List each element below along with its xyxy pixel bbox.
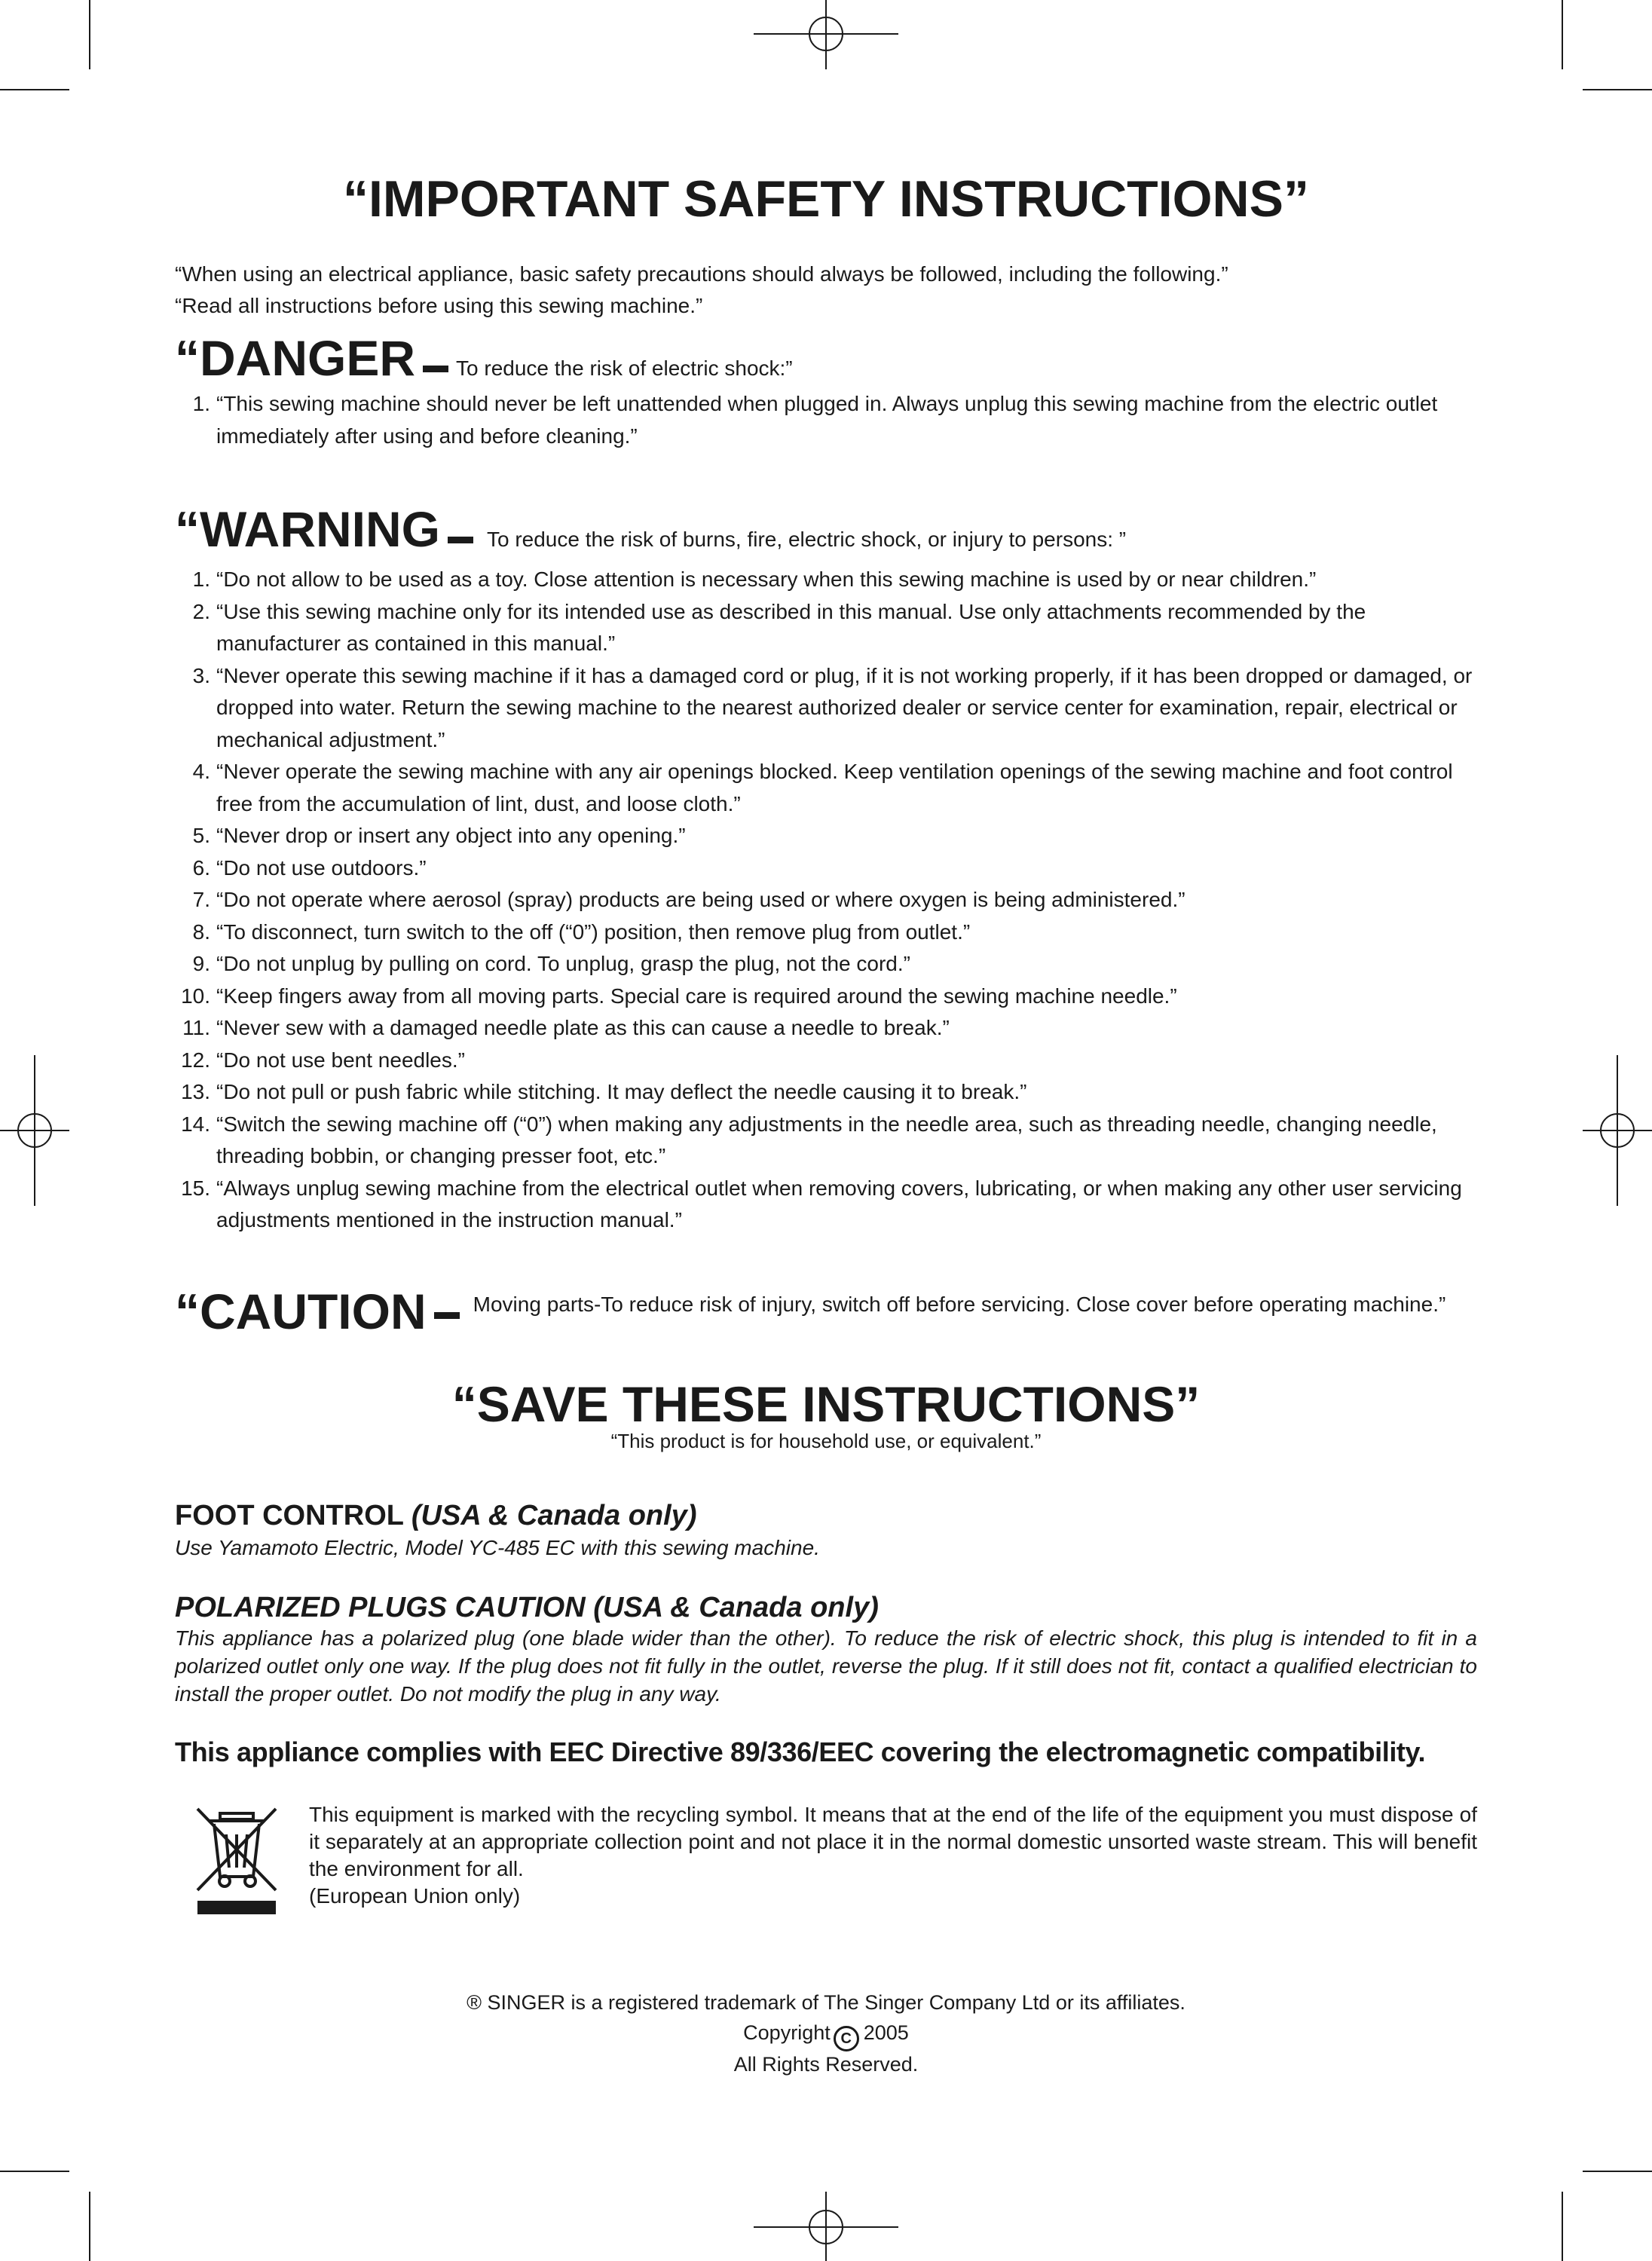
warning-heading-row (175, 500, 1477, 558)
weee-recycling-icon (175, 1801, 309, 1922)
foot-control-section (175, 1500, 1477, 1562)
caution-section (175, 1283, 1477, 1339)
list-item: 9. “Do not unplug by pulling on cord. To unplug, grasp the plug, not the cord.” (192, 952, 910, 975)
list-item: 1. “This sewing machine should never be left unattended when plugged in. Always unplug this sewing machine from the electric outlet immediately after using and before cleaning.” (192, 392, 1438, 448)
list-item: 12. “Do not use bent needles.” (181, 1048, 465, 1072)
caution-text: Moving parts-To reduce risk of injury, switch off before servicing. Close cover before operating machine.” (473, 1292, 1446, 1316)
list-item: 13. “Do not pull or push fabric while stitching. It may deflect the needle causing it to break.” (181, 1080, 1027, 1103)
list-item: 7. “Do not operate where aerosol (spray) products are being used or where oxygen is being administered.” (192, 888, 1185, 911)
copyright-line: Copyright C 2005 (175, 2020, 1477, 2051)
save-subtitle: “This product is for household use, or equivalent.” (610, 1429, 1042, 1452)
recycling-text-block (309, 1801, 1477, 1910)
heading-dash (434, 1312, 460, 1319)
registration-mark-right-icon (1577, 1055, 1652, 1206)
list-item: 5. “Never drop or insert any object into any opening.” (192, 824, 686, 847)
list-item: 14. “Switch the sewing machine off (“0”) when making any adjustments in the needle area, such as threading needle, changing needle, threading bobbin, or changing presser foot, etc.” (181, 1112, 1437, 1167)
warning-heading: “WARNING (175, 501, 440, 557)
foot-control-text: Use Yamamoto Electric, Model YC-485 EC with this sewing machine. (175, 1535, 820, 1559)
list-item: 8. “To disconnect, turn switch to the off (“0”) position, then remove plug from outlet.” (192, 919, 971, 944)
foot-control-heading: FOOT CONTROL (USA & Canada only) (175, 1499, 697, 1531)
rights-line: All Rights Reserved. (733, 2052, 919, 2076)
recycling-note: (European Union only) (309, 1883, 521, 1908)
list-item: 11. “Never sew with a damaged needle plate as this can cause a needle to break.” (182, 1016, 950, 1039)
list-item: 6. “Do not use outdoors.” (192, 855, 427, 880)
list-item: 1. “Do not allow to be used as a toy. Close attention is necessary when this sewing machine is used by or near children.” (192, 568, 1317, 591)
registration-mark-left-icon (0, 1055, 75, 1206)
intro (175, 259, 1477, 322)
eec-statement: This appliance complies with EEC Directive 89/336/EEC covering the electromagnetic compatibility. (175, 1736, 1426, 1767)
recycling-section (175, 1801, 1477, 1922)
intro-line: “Read all instructions before using this sewing machine.” (175, 294, 703, 317)
copyright-icon: C (834, 2026, 859, 2051)
registration-mark-top-icon (754, 0, 898, 75)
page-content (175, 170, 1477, 2077)
foot-control-note: (USA & Canada only) (411, 1499, 697, 1531)
warning-subtitle: To reduce the risk of burns, fire, electric shock, or injury to persons: ” (486, 528, 1127, 551)
danger-list (175, 388, 1477, 452)
list-item: 4. “Never operate the sewing machine with any air openings blocked. Keep ventilation openings of the sewing machine and foot control free from the accumulation of lint, dust, and loose cloth.” (192, 760, 1453, 815)
heading-dash (423, 366, 448, 372)
danger-heading-row (175, 329, 1477, 387)
warning-list (175, 564, 1477, 1237)
polarized-heading: POLARIZED PLUGS CAUTION (USA & Canada only) (175, 1591, 879, 1623)
save-section (175, 1375, 1477, 1453)
danger-heading: “DANGER (175, 330, 416, 386)
save-title: “SAVE THESE INSTRUCTIONS” (451, 1375, 1201, 1432)
polarized-section (175, 1592, 1477, 1708)
registration-mark-bottom-icon (754, 2186, 898, 2261)
page-title: “IMPORTANT SAFETY INSTRUCTIONS” (343, 170, 1309, 228)
caution-heading: “CAUTION (175, 1283, 427, 1339)
list-item: 2. “Use this sewing machine only for its intended use as described in this manual. Use only attachments recommended by the manufacturer as contained in this manual.” (192, 599, 1366, 655)
recycling-text: This equipment is marked with the recycling symbol. It means that at the end of the life of the equipment you must dispose of it separately at an appropriate collection point and not place it in the normal domestic unsorted waste stream. This will benefit the environment for all. (309, 1802, 1477, 1880)
warning-section (175, 500, 1477, 1237)
list-item: 10. “Keep fingers away from all moving parts. Special care is required around the sewing machine needle.” (181, 984, 1177, 1008)
footer (175, 1990, 1477, 2077)
list-item: 15. “Always unplug sewing machine from the electrical outlet when removing covers, lubricating, or when making any other user servicing adjustments mentioned in the instruction manual.” (181, 1176, 1462, 1231)
intro-line: “When using an electrical appliance, basic safety precautions should always be followed, including the following.” (175, 262, 1228, 286)
heading-dash (448, 537, 473, 543)
danger-section (175, 329, 1477, 452)
danger-subtitle: To reduce the risk of electric shock:” (456, 356, 793, 380)
trademark-line: ® SINGER is a registered trademark of The Singer Company Ltd or its affiliates. (467, 1990, 1185, 2014)
polarized-text: This appliance has a polarized plug (one blade wider than the other). To reduce the risk of electric shock, this plug is intended to fit in a polarized outlet only one way. If the plug does not fit fully in the outlet, reverse the plug. If it still does not fit, contact a qualified electrician to install the proper outlet. Do not modify the plug in any way. (175, 1626, 1477, 1706)
list-item: 3. “Never operate this sewing machine if it has a damaged cord or plug, if it is not working properly, if it has been dropped or damaged, or dropped into water. Return the sewing machine to the nearest authorized dealer or service center for examination, repair, electrical or mechanical adjustment.” (192, 663, 1473, 751)
